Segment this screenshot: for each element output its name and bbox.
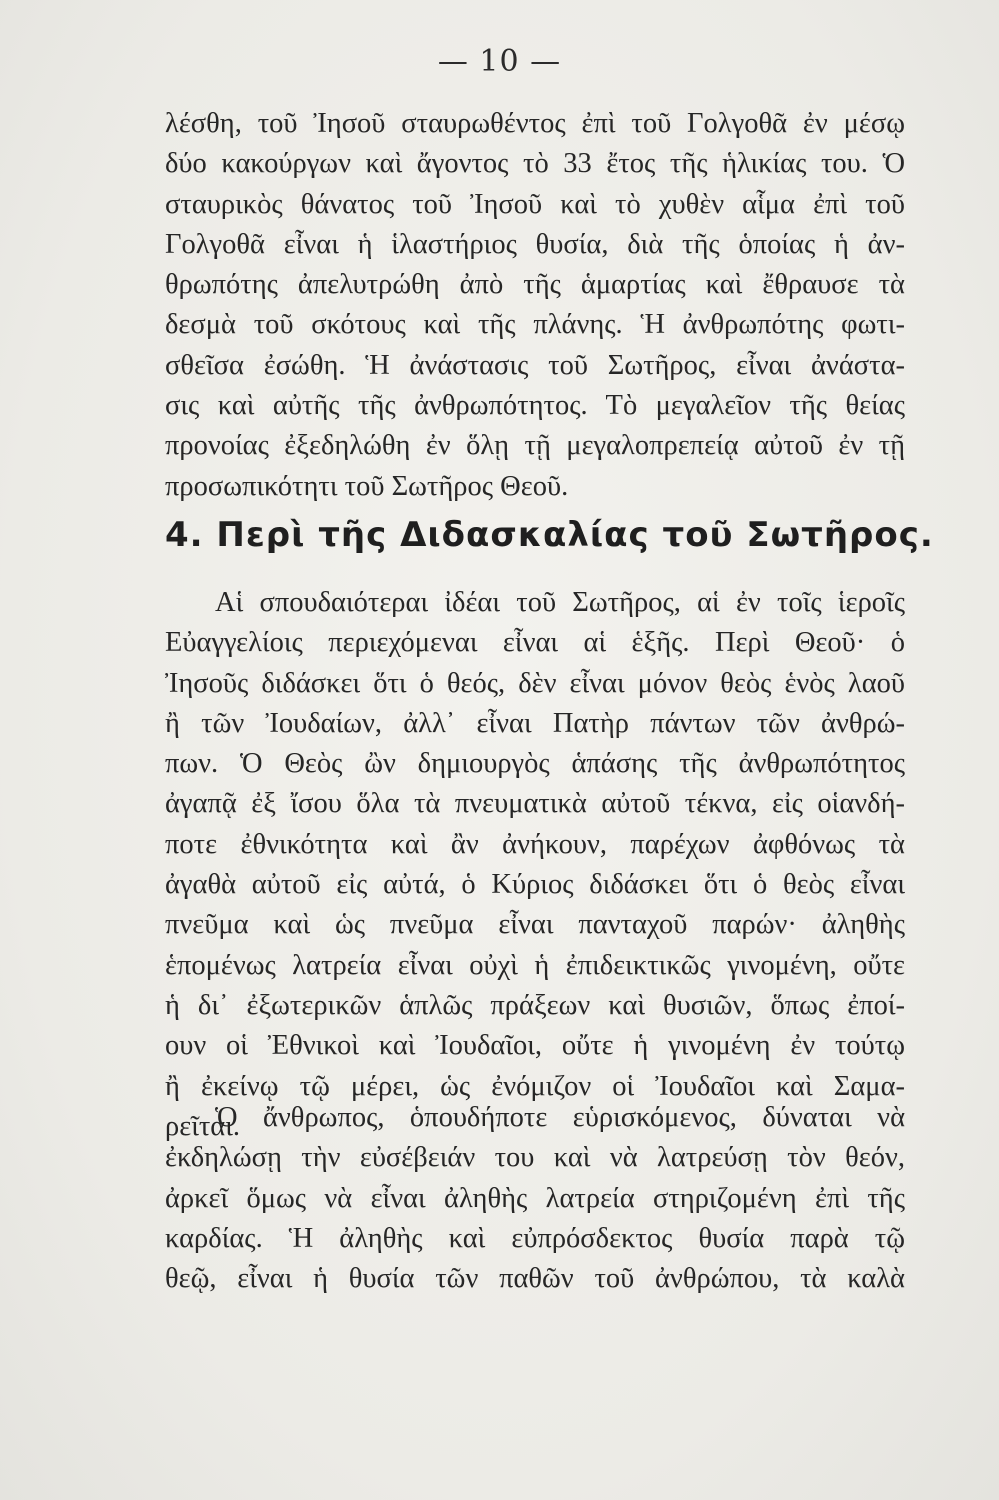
- paragraph-1: [165, 104, 905, 507]
- page-number: — 10 —: [437, 44, 562, 79]
- text-line: σις καὶ αὐτῆς τῆς ἀνθρωπότητος. Τὸ μεγαλεῖον τῆς θείας: [165, 390, 905, 422]
- paragraph-3: [165, 1098, 905, 1299]
- text-line: πνεῦμα καὶ ὡς πνεῦμα εἶναι πανταχοῦ παρών· ἀληθὴς: [165, 909, 905, 941]
- paragraph-2: [165, 583, 905, 1147]
- text-line: Αἱ σπουδαιότεραι ἰδέαι τοῦ Σωτῆρος, αἱ ἐν τοῖς ἱεροῖς: [215, 587, 905, 618]
- text-line: ουν οἱ Ἐθνικοὶ καὶ Ἰουδαῖοι, οὔτε ἡ γινομένη ἐν τούτῳ: [165, 1030, 905, 1062]
- text-line: ἡ δι᾽ ἐξωτερικῶν ἁπλῶς πράξεων καὶ θυσιῶν, ὅπως ἐποί-: [165, 989, 905, 1021]
- text-line: Εὐαγγελίοις περιεχόμεναι εἶναι αἱ ἑξῆς. Περὶ Θεοῦ· ὁ: [165, 627, 905, 659]
- text-line: προνοίας ἐξεδηλώθη ἐν ὅλῃ τῇ μεγαλοπρεπείᾳ αὐτοῦ ἐν τῇ: [165, 430, 905, 462]
- text-line: καρδίας. Ἡ ἀληθὴς καὶ εὐπρόσδεκτος θυσία παρὰ τῷ: [165, 1222, 905, 1254]
- text-line: λέσθη, τοῦ Ἰησοῦ σταυρωθέντος ἐπὶ τοῦ Γολγοθᾶ ἐν μέσῳ: [165, 108, 905, 139]
- text-line: Ὁ ἄνθρωπος, ὁπουδήποτε εὑρισκόμενος, δύναται νὰ: [215, 1102, 905, 1133]
- text-line: πων. Ὁ Θεὸς ὢν δημιουργὸς ἁπάσης τῆς ἀνθρωπότητος: [165, 748, 905, 780]
- section-heading: 4. Περὶ τῆς Διδασκαλίας τοῦ Σωτῆρος.: [165, 515, 934, 555]
- text-line: ἐκδηλώσῃ τὴν εὐσέβειάν του καὶ νὰ λατρεύσῃ τὸν θεόν,: [165, 1142, 905, 1174]
- text-line: ἀρκεῖ ὅμως νὰ εἶναι ἀληθὴς λατρεία στηριζομένη ἐπὶ τῆς: [165, 1182, 905, 1214]
- text-line: ἀγαθὰ αὐτοῦ εἰς αὐτά, ὁ Κύριος διδάσκει ὅτι ὁ θεὸς εἶναι: [165, 869, 905, 901]
- text-line: δύο κακούργων καὶ ἄγοντος τὸ 33 ἔτος τῆς ἡλικίας του. Ὁ: [165, 148, 905, 180]
- text-line: Ἰησοῦς διδάσκει ὅτι ὁ θεός, δὲν εἶναι μόνον θεὸς ἑνὸς λαοῦ: [165, 667, 905, 699]
- text-line: σθεῖσα ἐσώθη. Ἡ ἀνάστασις τοῦ Σωτῆρος, εἶναι ἀνάστα-: [165, 349, 905, 381]
- text-line: δεσμὰ τοῦ σκότους καὶ τῆς πλάνης. Ἡ ἀνθρωπότης φωτι-: [165, 309, 905, 341]
- text-line: ρεῖται.: [165, 1110, 241, 1142]
- text-line: θρωπότης ἀπελυτρώθη ἀπὸ τῆς ἁμαρτίας καὶ ἔθραυσε τὰ: [165, 269, 905, 301]
- text-line: ἀγαπᾷ ἐξ ἴσου ὅλα τὰ πνευματικὰ αὐτοῦ τέκνα, εἰς οἱανδή-: [165, 788, 905, 820]
- text-line: Γολγοθᾶ εἶναι ἡ ἱλαστήριος θυσία, διὰ τῆς ὁποίας ἡ ἀν-: [165, 228, 905, 260]
- text-line: ποτε ἐθνικότητα καὶ ἂν ἀνήκουν, παρέχων ἀφθόνως τὰ: [165, 828, 905, 860]
- text-line: σταυρικὸς θάνατος τοῦ Ἰησοῦ καὶ τὸ χυθὲν αἷμα ἐπὶ τοῦ: [165, 188, 905, 220]
- text-line: ἑπομένως λατρεία εἶναι οὐχὶ ἡ ἐπιδεικτικῶς γινομένη, οὔτε: [165, 949, 905, 981]
- text-line: θεῷ, εἶναι ἡ θυσία τῶν παθῶν τοῦ ἀνθρώπου, τὰ καλὰ: [165, 1263, 905, 1295]
- text-line: προσωπικότητι τοῦ Σωτῆρος Θεοῦ.: [165, 470, 569, 502]
- text-line: ἢ τῶν Ἰουδαίων, ἀλλ᾽ εἶναι Πατὴρ πάντων τῶν ἀνθρώ-: [165, 707, 905, 739]
- text-line: ἢ ἐκείνῳ τῷ μέρει, ὡς ἐνόμιζον οἱ Ἰουδαῖοι καὶ Σαμα-: [165, 1070, 905, 1102]
